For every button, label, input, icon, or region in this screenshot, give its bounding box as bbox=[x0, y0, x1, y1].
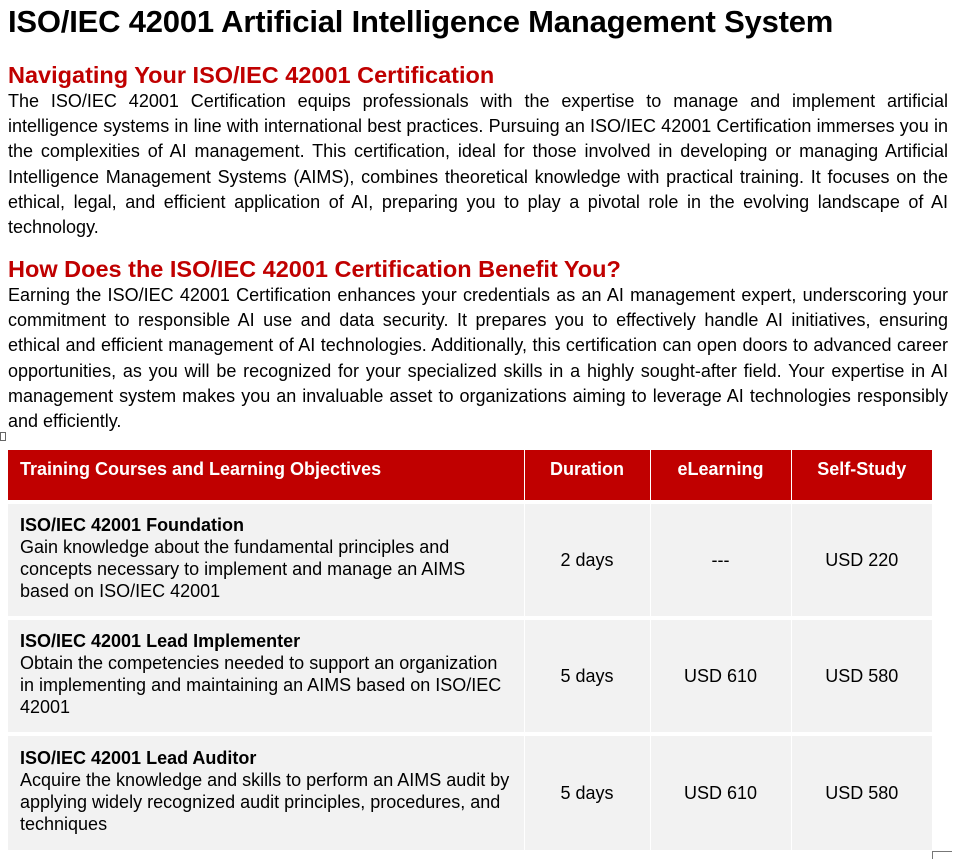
table-row bbox=[8, 502, 932, 618]
course-objective: Obtain the competencies needed to support an organization in implementing and maintaining an AIMS based on ISO/IEC 42001 bbox=[20, 653, 502, 717]
course-cell bbox=[8, 618, 524, 734]
table-header-row bbox=[8, 450, 932, 502]
course-cell bbox=[8, 502, 524, 618]
table-row bbox=[8, 734, 932, 850]
page-title: ISO/IEC 42001 Artificial Intelligence Management System bbox=[8, 4, 834, 39]
elearning-cell: USD 610 bbox=[650, 734, 791, 850]
course-objective: Gain knowledge about the fundamental principles and concepts necessary to implement and manage an AIMS based on ISO/IEC 42001 bbox=[20, 537, 466, 601]
section-body-navigating: The ISO/IEC 42001 Certification equips professionals with the expertise to manage and implement artificial intelligence systems in line with international best practices. Pursuing an ISO/IEC 42001 Certification immerses you in the complexities of AI management. This certification, ideal for those involved in developing or managing Artificial Intelligence Management Systems (AIMS), combines theoretical knowledge with practical training. It focuses on the ethical, legal, and efficient application of AI, preparing you to play a pivotal role in the evolving landscape of AI technology. bbox=[8, 91, 948, 238]
course-name: ISO/IEC 42001 Lead Auditor bbox=[20, 748, 257, 768]
course-name: ISO/IEC 42001 Foundation bbox=[20, 515, 245, 535]
duration-cell: 2 days bbox=[524, 502, 650, 618]
course-name: ISO/IEC 42001 Lead Implementer bbox=[20, 631, 301, 651]
duration-cell: 5 days bbox=[524, 618, 650, 734]
header-elearning: eLearning bbox=[650, 450, 791, 502]
self-study-cell: USD 580 bbox=[791, 618, 932, 734]
elearning-cell: --- bbox=[650, 502, 791, 618]
duration-cell: 5 days bbox=[524, 734, 650, 850]
table-anchor-handle[interactable] bbox=[0, 432, 6, 441]
elearning-cell: USD 610 bbox=[650, 618, 791, 734]
table-row bbox=[8, 618, 932, 734]
table-resize-handle[interactable] bbox=[932, 851, 952, 859]
section-body-benefit: Earning the ISO/IEC 42001 Certification enhances your credentials as an AI management expert, underscoring your commitment to responsible AI use and data security. It prepares you to effectively handle AI initiatives, ensuring ethical and efficient management of AI technologies. Additionally, this certification can open doors to advanced career opportunities, as you will be recognized for your specialized skills in a highly sought-after field. Your expertise in AI management system makes you an invaluable asset to organizations aiming to leverage AI technologies responsibly and efficiently. bbox=[8, 285, 948, 432]
self-study-cell: USD 220 bbox=[791, 502, 932, 618]
training-courses-table bbox=[8, 450, 932, 850]
section-heading-benefit: How Does the ISO/IEC 42001 Certification Benefit You? bbox=[8, 256, 621, 282]
section-heading-navigating: Navigating Your ISO/IEC 42001 Certification bbox=[8, 62, 495, 88]
course-cell bbox=[8, 734, 524, 850]
self-study-cell: USD 580 bbox=[791, 734, 932, 850]
course-objective: Acquire the knowledge and skills to perform an AIMS audit by applying widely recognized audit principles, procedures, and techniques bbox=[20, 770, 510, 834]
header-duration: Duration bbox=[524, 450, 650, 502]
header-self-study: Self-Study bbox=[791, 450, 932, 502]
header-courses: Training Courses and Learning Objectives bbox=[8, 450, 524, 502]
